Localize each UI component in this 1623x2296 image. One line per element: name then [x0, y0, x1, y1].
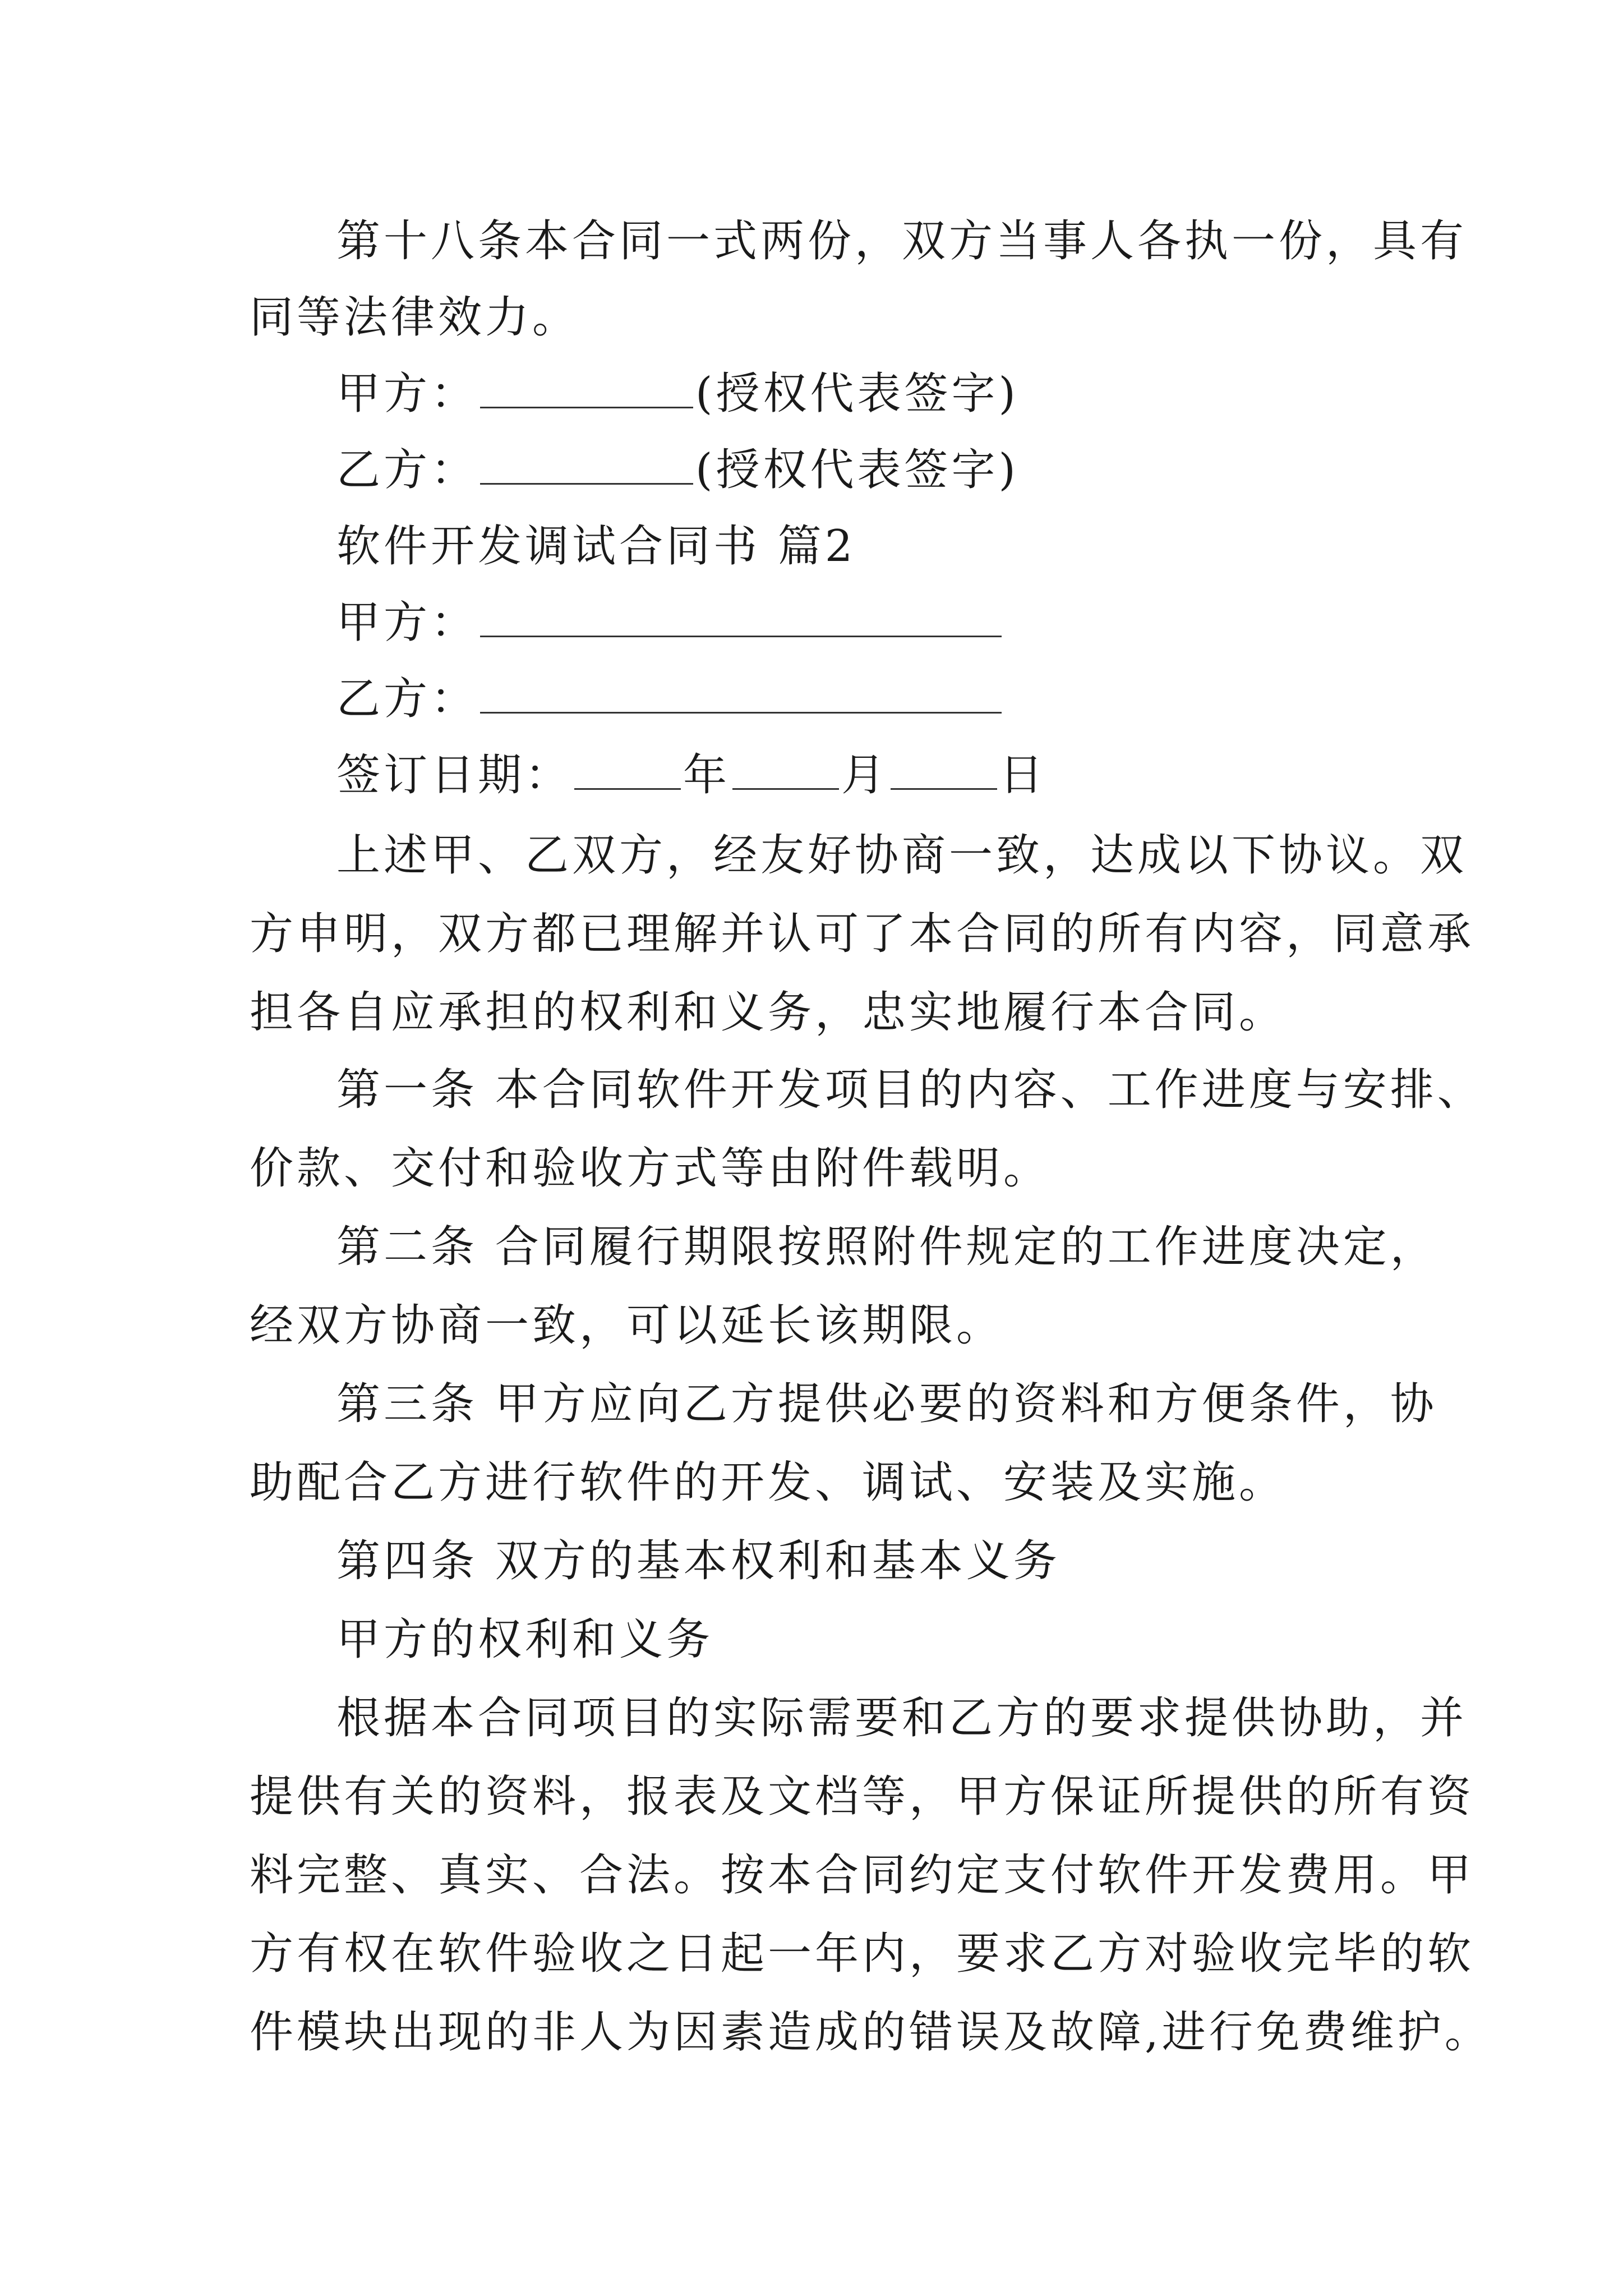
rights-line-5: 件模块出现的非人为因素造成的错误及故障,进行免费维护。	[250, 2007, 1492, 2058]
rights-line-3: 料完整、真实、合法。按本合同约定支付软件开发费用。甲	[250, 1850, 1475, 1901]
preamble-line-1: 上述甲、乙双方，经友好协商一致，达成以下协议。双	[336, 830, 1468, 881]
year-label: 年	[683, 750, 731, 800]
year-blank	[574, 749, 681, 790]
article-4-heading: 第四条 双方的基本权利和基本义务	[336, 1536, 1061, 1586]
sign-note: (授权代表签字)	[695, 369, 1019, 419]
rights-line-2: 提供有关的资料，报表及文档等，甲方保证所提供的所有资	[250, 1772, 1475, 1822]
rights-line-4: 方有权在软件验收之日起一年内，要求乙方对验收完毕的软	[250, 1929, 1475, 1979]
clause-18-line-1: 第十八条本合同一式两份，双方当事人各执一份，具有	[336, 216, 1468, 266]
party-a-blank	[480, 596, 1002, 637]
article-2-line-2: 经双方协商一致，可以延长该期限。	[250, 1300, 1004, 1351]
day-label: 日	[999, 750, 1047, 800]
day-blank	[891, 749, 997, 790]
party-a-label: 甲方：	[336, 369, 478, 419]
month-blank	[732, 749, 839, 790]
party-a-line	[336, 595, 1004, 651]
preamble-line-2: 方申明，双方都已理解并认可了本合同的所有内容，同意承	[250, 909, 1475, 959]
party-b-signature-line	[336, 442, 1019, 498]
party-b-label: 乙方：	[336, 674, 478, 724]
article-1-line-2: 价款、交付和验收方式等由附件载明。	[250, 1143, 1051, 1194]
party-b-label: 乙方：	[336, 445, 478, 495]
rights-line-1: 根据本合同项目的实际需要和乙方的要求提供协助，并	[336, 1693, 1468, 1743]
party-a-rights-heading: 甲方的权利和义务	[336, 1614, 714, 1665]
contract-2-title: 软件开发调试合同书 篇2	[336, 521, 856, 572]
party-b-blank	[480, 673, 1002, 714]
sign-date-label: 签订日期：	[336, 750, 573, 800]
party-b-line	[336, 671, 1004, 727]
article-3-line-2: 助配合乙方进行软件的开发、调试、安装及实施。	[250, 1457, 1287, 1508]
article-3-line-1: 第三条 甲方应向乙方提供必要的资料和方便条件，协	[336, 1379, 1437, 1429]
party-a-label: 甲方：	[336, 597, 478, 648]
party-a-signature-blank	[480, 367, 693, 408]
clause-18-line-2: 同等法律效力。	[250, 292, 580, 343]
preamble-line-3: 担各自应承担的权利和义务，忠实地履行本合同。	[250, 987, 1287, 1038]
party-b-signature-blank	[480, 444, 693, 485]
article-2-line-1: 第二条 合同履行期限按照附件规定的工作进度决定，	[336, 1222, 1437, 1272]
sign-note: (授权代表签字)	[695, 445, 1019, 495]
party-a-signature-line	[336, 366, 1019, 422]
article-1-line-1: 第一条 本合同软件开发项目的内容、工作进度与安排、	[336, 1065, 1484, 1115]
month-label: 月	[841, 750, 889, 800]
sign-date-line	[336, 747, 1046, 803]
